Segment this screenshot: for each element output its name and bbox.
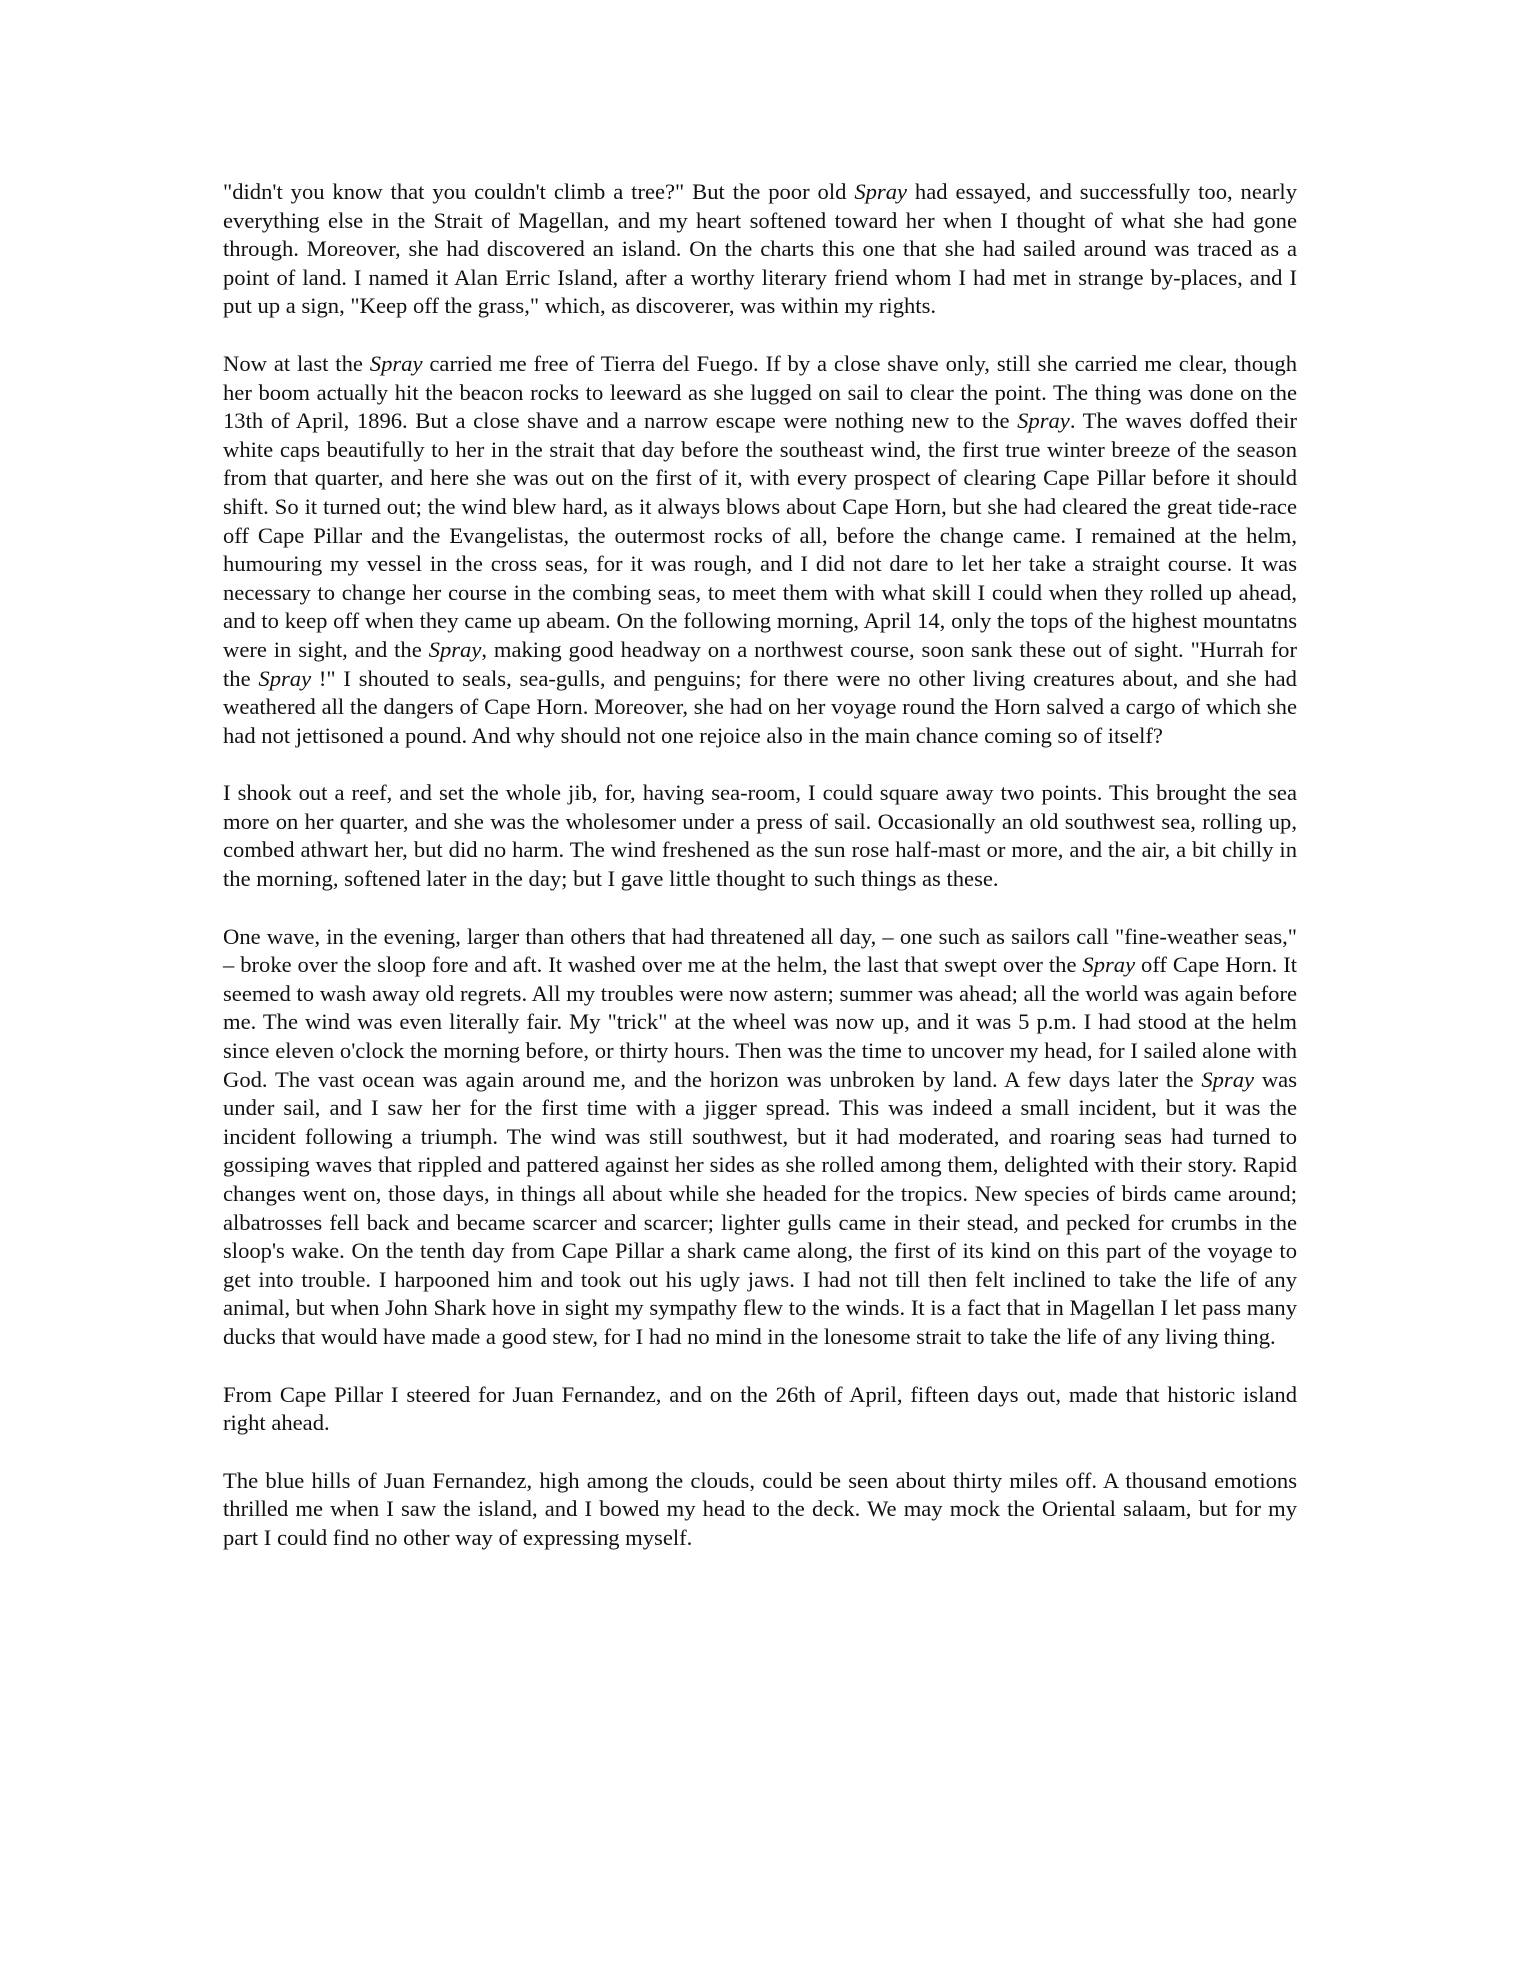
paragraph-text: carried me free of Tierra del Fuego. If by a close shave only, still she carried me clear, though her boom actually hit the beacon rocks to leeward as she lugged on sail to clear the point. The thing was done on the 13th of April, 1896. But a close shave and a narrow escape were nothing new to the	[223, 350, 1297, 434]
paragraph-2	[223, 350, 1297, 750]
paragraph-text: I shook out a reef, and set the whole jib, for, having sea-room, I could square away two points. This brought the sea more on her quarter, and she was the wholesomer under a press of sail. Occasionally an old southwest sea, rolling up, combed athwart her, but did no harm. The wind freshened as the sun rose half-mast or more, and the air, a bit chilly in the morning, softened later in the day; but I gave little thought to such things as these.	[223, 780, 1297, 892]
paragraph-5	[223, 1381, 1297, 1438]
ship-name-italic: Spray	[1082, 952, 1136, 978]
paragraph-text: . The waves doffed their white caps beautifully to her in the strait that day before the southeast wind, the first true winter breeze of the season from that quarter, and here she was out on the first of it, with every prospect of clearing Cape Pillar before it should shift. So it turned out; the wind blew hard, as it always blows about Cape Horn, but she had cleared the great tide-race off Cape Pillar and the Evangelistas, the outermost rocks of all, before the change came. I remained at the helm, humouring my vessel in the cross seas, for it was rough, and I did not dare to let her take a straight course. It was necessary to change her course in the combing seas, to meet them with what skill I could when they rolled up ahead, and to keep off when they came up abeam. On the following morning, April 14, only the tops of the highest mountatns were in sight, and the	[223, 408, 1298, 662]
paragraph-text: had essayed, and successfully too, nearly everything else in the Strait of Magellan, and my heart softened toward her when I thought of what she had gone through. Moreover, she had discovered an island. On the charts this one that she had sailed around was traced as a point of land. I named it Alan Erric Island, after a worthy literary friend whom I had met in strange by-places, and I put up a sign, "Keep off the grass," which, as discoverer, was within my rights.	[223, 179, 1298, 319]
paragraph-3	[223, 779, 1297, 893]
document-page	[223, 178, 1297, 1553]
ship-name-italic: Spray	[854, 179, 908, 204]
paragraph-text: off Cape Horn. It seemed to wash away old regrets. All my troubles were now astern; summer was ahead; all the world was again before me. The wind was even literally fair. My "trick" at the wheel was now up, and it was 5 p.m. I had stood at the helm since eleven o'clock the morning before, or thirty hours. Then was the time to uncover my head, for I sailed alone with God. The vast ocean was again around me, and the horizon was unbroken by land. A few days later the	[223, 952, 1297, 1092]
paragraph-text: From Cape Pillar I steered for Juan Fernandez, and on the 26th of April, fifteen days out, made that historic island right ahead.	[223, 1381, 1297, 1436]
ship-name-italic: Spray	[428, 636, 482, 662]
ship-name-italic: Spray	[1017, 408, 1070, 434]
ship-name-italic: Spray	[369, 350, 423, 376]
paragraph-text: Now at last the	[223, 350, 370, 376]
paragraph-text: !" I shouted to seals, sea-gulls, and penguins; for there were no other living creatures about, and she had weathered all the dangers of Cape Horn. Moreover, she had on her voyage round the Horn salved a cargo of which she had not jettisoned a pound. And why should not one rejoice also in the main chance coming so of itself?	[223, 665, 1297, 748]
paragraph-text: was under sail, and I saw her for the first time with a jigger spread. This was indeed a small incident, but it was the incident following a triumph. The wind was still southwest, but it had moderated, and roaring seas had turned to gossiping waves that rippled and pattered against her sides as she rolled among them, delighted with their story. Rapid changes went on, those days, in things all about while she headed for the tropics. New species of birds came around; albatrosses fell back and became scarcer and scarcer; lighter gulls came in their stead, and pecked for crumbs in the sloop's wake. On the tenth day from Cape Pillar a shark came along, the first of its kind on this part of the voyage to get into trouble. I harpooned him and took out his ugly jaws. I had not till then felt inclined to take the life of any animal, but when John Shark hove in sight my sympathy flew to the winds. It is a fact that in Magellan I let pass many ducks that would have made a good stew, for I had no mind in the lonesome strait to take the life of any living thing.	[223, 1066, 1297, 1349]
ship-name-italic: Spray	[1201, 1066, 1255, 1092]
paragraph-text: One wave, in the evening, larger than others that had threatened all day, – one such as sailors call "fine-weather seas," – broke over the sloop fore and aft. It washed over me at the helm, the last that swept over the	[223, 923, 1297, 978]
paragraph-4	[223, 923, 1297, 1352]
paragraph-text: "didn't you know that you couldn't climb a tree?" But the poor old	[223, 179, 855, 204]
paragraph-text: , making good headway on a northwest course, soon sank these out of sight. "Hurrah for the	[223, 636, 1297, 691]
paragraph-6	[223, 1467, 1297, 1553]
paragraph-1	[223, 178, 1297, 321]
ship-name-italic: Spray	[258, 665, 312, 691]
paragraph-text: The blue hills of Juan Fernandez, high among the clouds, could be seen about thirty miles off. A thousand emotions thrilled me when I saw the island, and I bowed my head to the deck. We may mock the Oriental salaam, but for my part I could find no other way of expressing myself.	[223, 1467, 1297, 1550]
